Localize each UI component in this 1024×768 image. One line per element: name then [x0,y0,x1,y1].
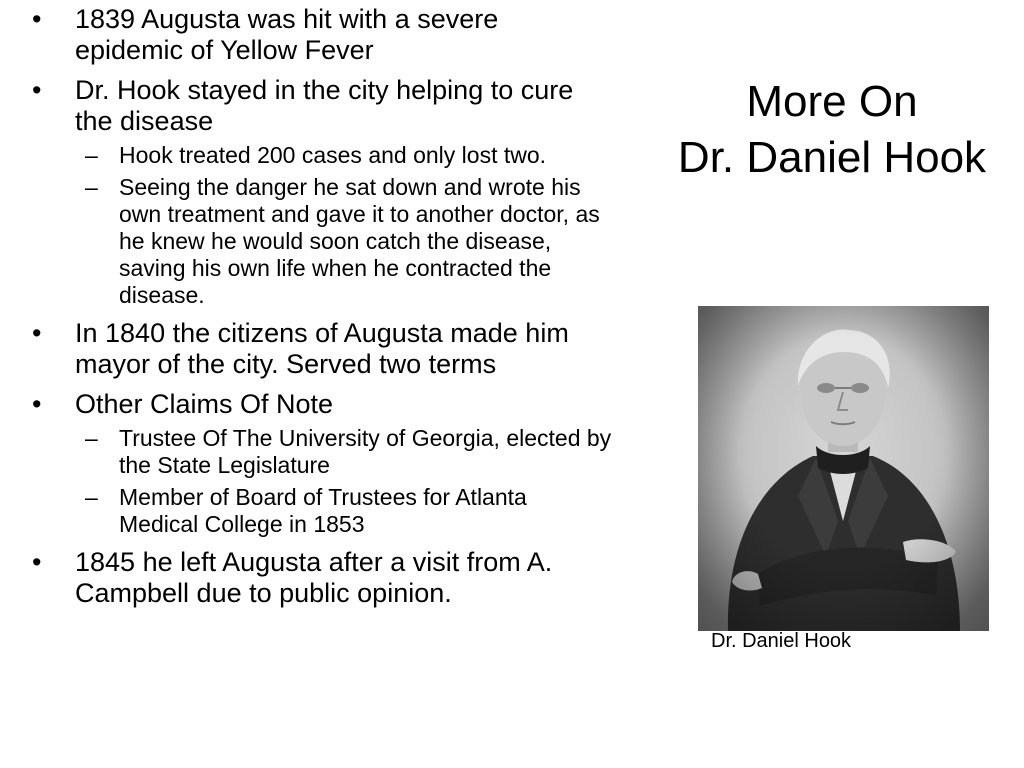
bullet-marker: • [32,547,42,577]
bullet-item [32,389,612,538]
sub-bullet-text: Seeing the danger he sat down and wrote his own treatment and gave it to another doctor, as he knew he would soon catch the disease, saving his own life when he contracted the disease. [119,174,600,308]
sub-bullet-item [75,425,612,479]
bullet-text: Other Claims Of Note [75,389,334,419]
bullet-marker: • [32,75,42,105]
bullet-list [32,4,612,618]
photo-caption: Dr. Daniel Hook [711,630,852,652]
bullet-marker: • [32,318,42,348]
bullet-marker: • [32,4,42,34]
sub-bullet-text: Hook treated 200 cases and only lost two. [119,142,547,168]
sub-bullet-marker: – [85,425,98,451]
bullet-text: Dr. Hook stayed in the city helping to cure the disease [75,75,574,136]
bullet-item [32,75,612,309]
portrait-photo [698,306,989,631]
sub-bullet-list [75,425,612,538]
bullet-text: In 1840 the citizens of Augusta made him mayor of the city. Served two terms [75,318,569,379]
bullet-item [32,547,612,609]
sub-bullet-marker: – [85,174,98,200]
sub-bullet-item [75,174,612,309]
title-line-2: Dr. Daniel Hook [677,133,987,182]
sub-bullet-item [75,484,612,538]
sub-bullet-item [75,142,612,169]
portrait-illustration [698,306,989,631]
slide-title [640,74,1024,186]
sub-bullet-marker: – [85,142,98,168]
bullet-marker: • [32,389,42,419]
bullet-item [32,318,612,380]
bullet-text: 1845 he left Augusta after a visit from A. Campbell due to public opinion. [75,547,553,608]
bullet-item [32,4,612,66]
sub-bullet-list [75,142,612,309]
sub-bullet-marker: – [85,484,98,510]
sub-bullet-text: Member of Board of Trustees for Atlanta Medical College in 1853 [119,484,527,537]
bullet-text: 1839 Augusta was hit with a severe epidemic of Yellow Fever [75,4,499,65]
title-line-1: More On [746,77,918,126]
sub-bullet-text: Trustee Of The University of Georgia, elected by the State Legislature [119,425,612,478]
